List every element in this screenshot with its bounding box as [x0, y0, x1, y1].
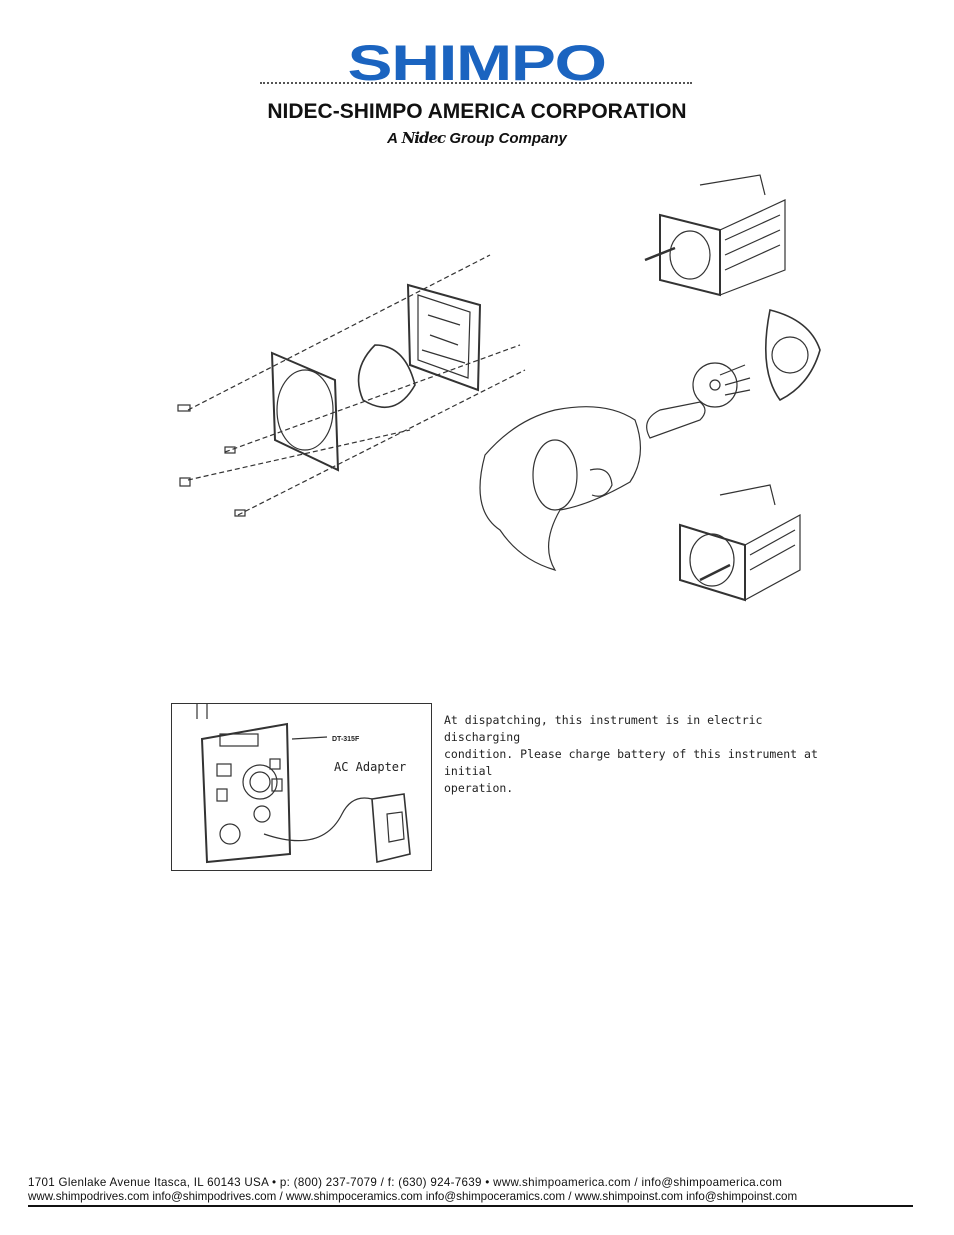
dotted-divider: [260, 82, 692, 84]
adapter-label: AC Adapter: [334, 760, 407, 774]
lamp-replacement-diagram: [160, 170, 860, 620]
model-label: DT-315F: [332, 736, 360, 743]
note-line-3: operation.: [444, 781, 514, 795]
logo-text: SHIMPO: [347, 35, 607, 91]
footer-rule: [28, 1205, 913, 1207]
contact-footer: [28, 1176, 914, 1204]
screw-icon: [178, 405, 245, 516]
charging-note: [444, 712, 844, 797]
tagline: [260, 129, 694, 147]
adapter-figure: [171, 703, 432, 871]
address-line: 1701 Glenlake Avenue Itasca, IL 60143 USA • p: (800) 237-7079 / f: (630) 924-7639 • www.shimpoamerica.com / info@shimpoamerica.com: [28, 1176, 783, 1189]
company-name: NIDEC-SHIMPO AMERICA CORPORATION: [267, 100, 687, 123]
tagline-prefix: A: [387, 130, 398, 147]
nidec-logo: Nidec: [401, 129, 446, 147]
shimpo-logo: [260, 35, 694, 91]
note-line-2: condition. Please charge battery of this instrument at initial: [444, 747, 818, 778]
websites-line: www.shimpodrives.com info@shimpodrives.com / www.shimpoceramics.com info@shimpoceramics.com / www.shimpoinst.com info@shimpoinst.com: [28, 1190, 798, 1203]
tagline-suffix: Group Company: [449, 130, 567, 147]
adapter-illustration: [172, 704, 431, 870]
note-line-1: At dispatching, this instrument is in electric discharging: [444, 713, 763, 744]
